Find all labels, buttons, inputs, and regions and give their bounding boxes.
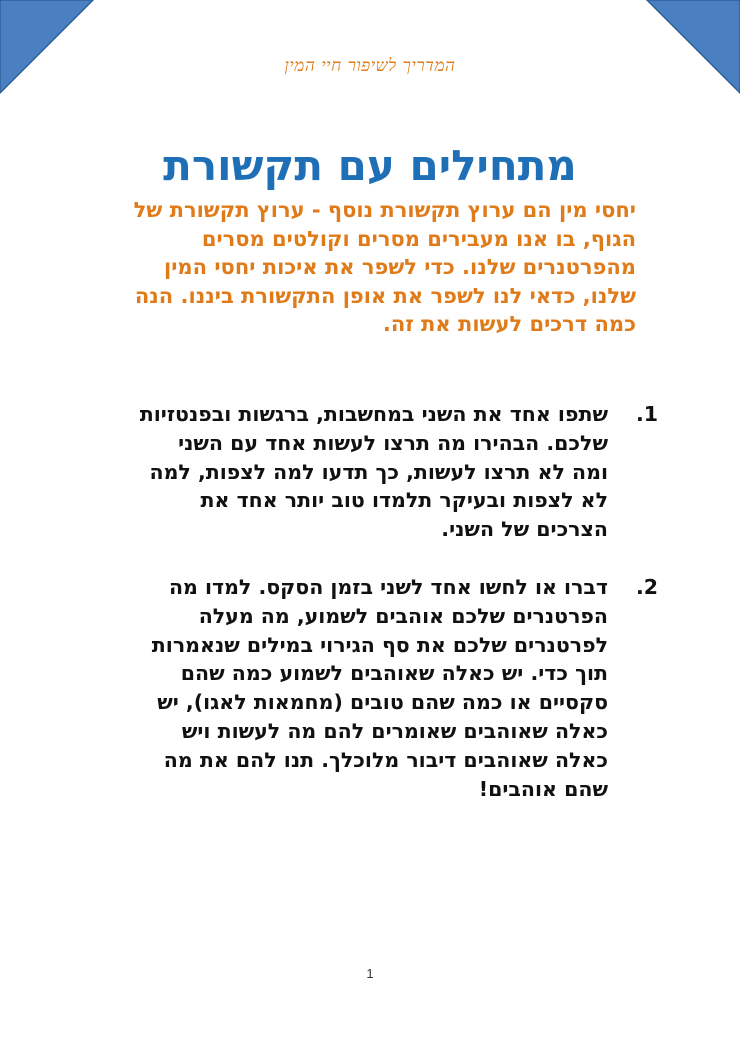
header-tagline: המדריך לשיפור חיי המין — [284, 56, 456, 76]
step-text: דברו או לחשו אחד לשני בזמן הסקס. למדו מה הפרטנרים שלכם אוהבים לשמוע, מה מעלה לפרטנרים שלכם את סף הגירוי במילים שנאמרות תוך כדי. יש כאלה שאוהבים לשמוע כמה שהם סקסיים או כמה שהם טובים (מחמאות לאגו), יש כאלה שאוהבים שאומרים להם מה לעשות ויש כאלה שאוהבים דיבור מלוכלך. תנו להם את מה שהם אוהבים! — [151, 574, 608, 801]
step-number: 1. — [635, 402, 658, 426]
list-item — [136, 400, 658, 544]
list-item — [136, 573, 658, 803]
step-number: 2. — [635, 574, 658, 599]
step-text: שתפו אחד את השני במחשבות, ברגשות ובפנטזיות שלכם. הבהירו מה תרצו לעשות אחד עם השני ומה לא תרצו לעשות, כך תדעו למה לצפות, למה לא לצפות ובעיקר תלמדו טוב יותר אחד את הצרכים של השני. — [139, 402, 608, 542]
corner-decoration-right — [645, 0, 740, 95]
intro-paragraph: יחסי מין הם ערוץ תקשורת נוסף - ערוץ תקשורת של הגוף, בו אנו מעבירים מסרים וקולטים מסרים מהפרטנרים שלנו. כדי לשפר את איכות יחסי המין שלנו, כדאי לנו לשפר את אופן התקשורת ביננו. הנה כמה דרכים לעשות את זה. — [133, 198, 636, 336]
steps-list — [136, 400, 658, 832]
corner-decoration-left — [0, 0, 95, 95]
page-number: 1 — [366, 966, 374, 981]
page-title: מתחילים עם תקשורת — [163, 141, 577, 190]
